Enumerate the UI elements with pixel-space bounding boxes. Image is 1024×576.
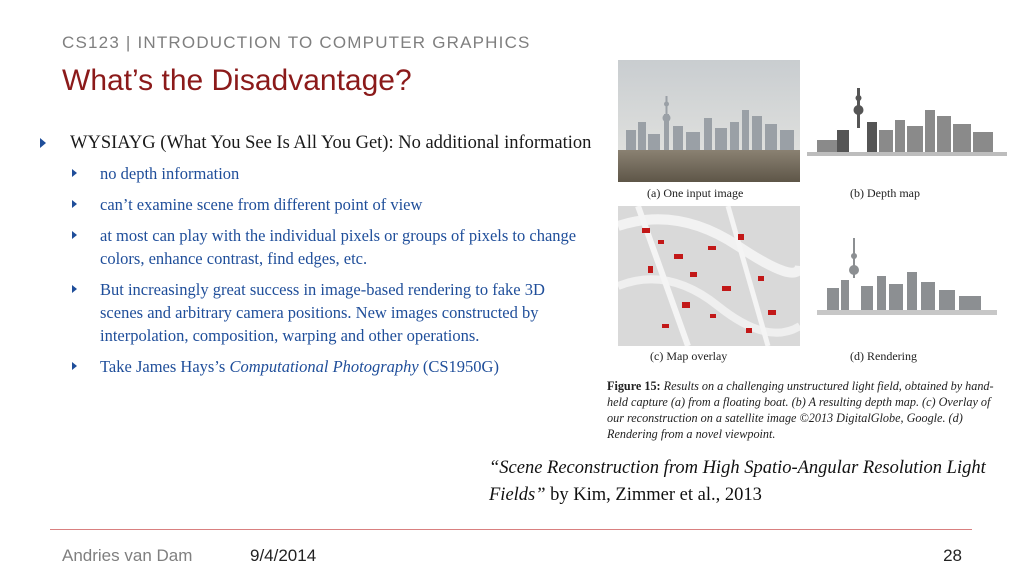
page-number: 28 (943, 546, 962, 565)
bullet-list (40, 131, 600, 386)
paper-figure (607, 58, 1019, 450)
main-bullet-text: WYSIAYG (What You See Is All You Get): No additional information (70, 133, 592, 153)
bullet-arrow-icon (72, 231, 77, 239)
sub-bullet-text: But increasingly great success in image-based rendering to fake 3D scenes and arbitrary camera positions. New images constructed by interpolation, composition, warping and other operations. (100, 280, 545, 345)
sub-bullet-text-suffix: (CS1950G) (418, 357, 499, 376)
rendering (807, 228, 1007, 338)
footer-date: 9/4/2014 (250, 546, 317, 565)
paper-authors: by Kim, Zimmer et al., 2013 (545, 485, 762, 505)
caption-b: (b) Depth map (850, 186, 920, 200)
figure-caption (607, 378, 1007, 442)
sub-bullet-text: at most can play with the individual pixels or groups of pixels to change colors, enhance contrast, find edges, etc. (100, 226, 577, 268)
sub-bullet-text: can’t examine scene from different point of view (100, 195, 423, 214)
figure-label: Figure 15: (607, 379, 661, 393)
sub-bullet (100, 224, 590, 270)
bullet-arrow-icon (72, 169, 77, 177)
sub-bullet (100, 278, 590, 347)
course-header: CS123 | INTRODUCTION TO COMPUTER GRAPHICS (62, 33, 531, 52)
course-name: Computational Photography (229, 357, 419, 376)
paper-reference (489, 455, 999, 509)
satellite-map-icon (618, 206, 800, 346)
depth-map (807, 60, 1007, 182)
sub-bullet-list (40, 162, 600, 378)
depth-map-icon (807, 60, 1007, 182)
sub-bullet-text-prefix: Take James Hays’s (100, 357, 230, 376)
skyline-photo-icon (618, 60, 800, 182)
figure-caption-text: Results on a challenging unstructured light field, obtained by hand-held capture (a) from a floating boat. (b) A resulting depth map. (c) Overlay of our reconstruction on a satellite image ©2013 DigitalGlobe, Google. (d) Rendering from a novel viewpoint. (607, 379, 994, 441)
map-overlay (618, 206, 800, 346)
main-bullet (40, 131, 600, 156)
bullet-arrow-icon (72, 200, 77, 208)
sub-bullet (100, 355, 590, 378)
slide-title: What’s the Disadvantage? (62, 64, 412, 97)
bullet-arrow-icon (72, 285, 77, 293)
bullet-arrow-icon (72, 362, 77, 370)
caption-d: (d) Rendering (850, 349, 917, 363)
paper-title: “Scene Reconstruction from High Spatio-Angular Resolution Light Fields” (489, 458, 986, 505)
caption-c: (c) Map overlay (650, 349, 728, 363)
bullet-arrow-icon (40, 138, 46, 148)
sub-bullet (100, 193, 590, 216)
footer-divider (50, 529, 972, 530)
input-image (618, 60, 800, 182)
sub-bullet-text: no depth information (100, 164, 240, 183)
footer-author: Andries van Dam (62, 546, 193, 565)
rendering-icon (807, 228, 1007, 338)
caption-a: (a) One input image (647, 186, 744, 200)
sub-bullet (100, 162, 590, 185)
